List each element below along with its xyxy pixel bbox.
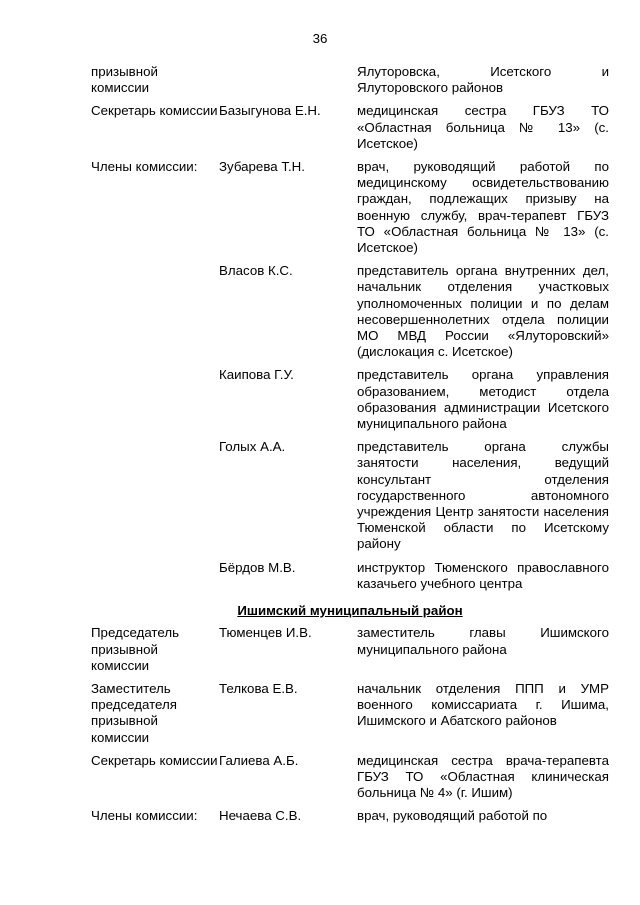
name-cell: Базыгунова Е.Н. [219, 103, 321, 119]
table-row [91, 64, 609, 103]
role-cell: Заместитель председателя призывной комиссии [91, 680, 177, 745]
table-row [91, 753, 609, 809]
table-row [91, 159, 609, 263]
table-row [91, 560, 609, 599]
description-cell: Ялуторовска, Исетского и Ялуторовского районов [357, 64, 609, 96]
name-cell: Каипова Г.У. [219, 367, 294, 383]
description-cell: инструктор Тюменского православного казачьего учебного центра [357, 559, 609, 591]
table-row [91, 367, 609, 439]
role-cell [91, 439, 219, 559]
name-cell: Нечаева С.В. [219, 808, 302, 824]
name-cell: Бёрдов М.В. [219, 559, 296, 575]
role-cell: Секретарь комиссии [91, 752, 218, 768]
page-number: 36 [312, 31, 328, 46]
role-cell [91, 560, 219, 599]
table-row [91, 808, 609, 831]
table-row [91, 103, 609, 159]
description-cell: медицинская сестра врача-терапевта ГБУЗ ТО «Областная клиническая больница № 4» (г. Ишим) [357, 752, 609, 801]
description-cell: врач, руководящий работой по медицинскому освидетельствованию граждан, подлежащих призыву на военную службу, врач-терапевт ГБУЗ ТО «Областная больница № 13» (с. Исетское) [357, 159, 609, 256]
table-row [91, 625, 609, 681]
role-cell: Председатель призывной комиссии [91, 625, 180, 673]
section-heading: Ишимский муниципальный район [237, 603, 463, 619]
role-cell: Секретарь комиссии [91, 103, 218, 119]
role-cell: Члены комиссии: [91, 808, 198, 824]
role-cell: Члены комиссии: [91, 159, 198, 175]
description-cell: представитель органа внутренних дел, начальник отделения участковых уполномоченных полиции и по делам несовершеннолетних отдела полиции МО МВД России «Ялуторовский» (дислокация с. Исетское) [357, 263, 609, 360]
table-row [91, 439, 609, 559]
name-cell [219, 64, 357, 103]
commission-table [91, 64, 609, 832]
role-cell [91, 367, 219, 439]
description-cell: представитель органа управления образованием, методист отдела образования администрации Исетского муниципального района [357, 367, 609, 432]
description-cell: начальник отделения ППП и УМР военного комиссариата г. Ишима, Ишимского и Абатского районов [357, 680, 609, 729]
name-cell: Телкова Е.В. [219, 680, 298, 696]
role-cell [91, 263, 219, 367]
name-cell: Тюменцев И.В. [219, 625, 312, 641]
table-row [91, 681, 609, 753]
section-heading-row [91, 599, 609, 625]
description-cell: врач, руководящий работой по [357, 808, 548, 824]
role-cell: призывной комиссии [91, 64, 158, 96]
name-cell: Галиева А.Б. [219, 752, 299, 768]
name-cell: Власов К.С. [219, 263, 293, 279]
name-cell: Зубарева Т.Н. [219, 159, 305, 175]
description-cell: заместитель главы Ишимского муниципального района [357, 625, 609, 657]
name-cell: Голых А.А. [219, 439, 286, 455]
description-cell: медицинская сестра ГБУЗ ТО «Областная больница № 13» (с. Исетское) [357, 103, 609, 151]
description-cell: представитель органа службы занятости населения, ведущий консультант отделения государственного автономного учреждения Центр занятости населения Тюменской области по Исетскому району [357, 439, 609, 552]
table-row [91, 263, 609, 367]
